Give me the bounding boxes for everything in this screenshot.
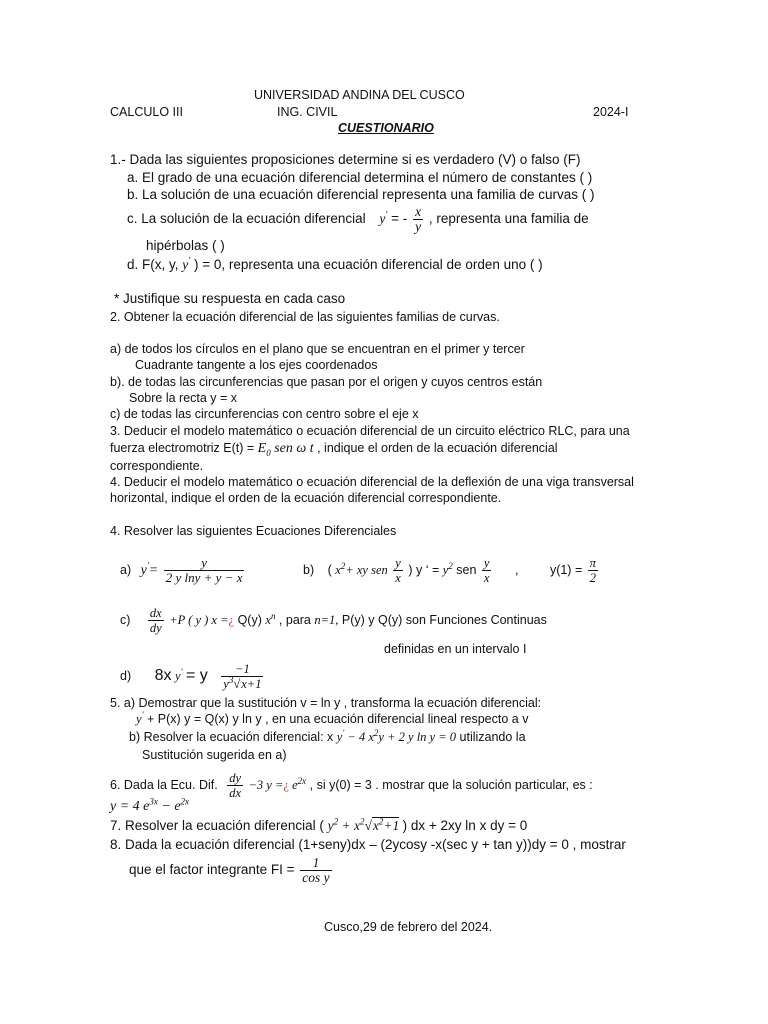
q7-post: ) dx + 2xy ln x dy = 0	[402, 818, 528, 833]
q1-item-c-text: c. La solución de la ecuación diferencial	[127, 211, 366, 227]
q4b-b-cond: y(1) =	[549, 562, 583, 577]
q4b-item-a	[120, 556, 246, 585]
q4b-item-c	[120, 606, 547, 635]
q1-justify: * Justifique su respuesta en cada caso	[114, 291, 346, 306]
q4b-b-label: b)	[303, 562, 315, 577]
q4b-c-fraction: $\frac{dx}{dy}$	[149, 606, 162, 635]
q4b-c-n-cond: n=1,	[314, 612, 339, 627]
q1-item-c-cont: hipérbolas ( )	[146, 238, 225, 253]
q8-fraction: $\frac{1}{\text{cos y}}$	[302, 855, 330, 885]
q4b-b-sen: sen	[456, 562, 477, 577]
q1-d-derivative: y′	[182, 255, 191, 272]
q4b-c-tail: P(y) y Q(y) son Funciones Continuas	[341, 612, 547, 627]
q3-line1: 3. Deducir el modelo matemático o ecuación diferencial de un circuito eléctrico RLC, para una	[110, 424, 630, 438]
q4b-item-d	[120, 662, 265, 691]
q4b-c-para: , para	[278, 612, 311, 627]
q2-item-a1: a) de todos los círculos en el plano que se encuentran en el primer y tercer	[110, 342, 525, 356]
university-name: UNIVERSIDAD ANDINA DEL CUSCO	[254, 88, 465, 102]
q4b-c-cont: definidas en un intervalo I	[384, 642, 527, 656]
q4b-b-paren: (	[327, 562, 332, 577]
document-title: CUESTIONARIO	[338, 121, 434, 135]
q4b-c-xn: $x^n$	[265, 610, 276, 627]
q6-post: , si y(0) = 3 . mostrar que la solución particular, es :	[309, 777, 593, 792]
q4a-line2: horizontal, indique el orden de la ecuación diferencial correspondiente.	[110, 491, 502, 505]
q2-item-c: c) de todas las circunferencias con centro sobre el eje x	[110, 407, 419, 421]
q7-pre: 7. Resolver la ecuación diferencial (	[110, 818, 324, 833]
q4b-d-eq: = y	[186, 666, 208, 684]
q4b-item-b	[303, 556, 600, 585]
q4b-a-equation: y′=	[140, 560, 159, 578]
q6-equation: −3 y =¿ $e^{2x}$	[248, 775, 307, 792]
q5-b-pre: b) Resolver la ecuación diferencial: x	[129, 730, 334, 744]
q4b-c-label: c)	[120, 612, 131, 627]
q4b-d-label: d)	[120, 668, 132, 683]
q7-equation: $y^2 + x^2√x^2+1$	[327, 816, 400, 833]
q3-line2-post: , indique el orden de la ecuación diferencial	[317, 441, 558, 455]
q1-c-fraction: $\frac{x}{y}$	[415, 204, 422, 234]
q6-pre: 6. Dada la Ecu. Dif.	[110, 777, 218, 792]
q6-fraction: $\frac{dy}{dx}$	[229, 771, 241, 800]
term: 2024-I	[593, 105, 629, 119]
q1-item-c	[127, 205, 589, 234]
q4b-b-ysq: $y^2$	[442, 560, 453, 577]
q4b-d-text: 8x	[154, 666, 172, 684]
place-date: Cusco,29 de febrero del 2024.	[324, 920, 493, 934]
q4b-c-equation: +P ( y ) x =¿	[169, 612, 235, 627]
q4b-d-yprime: y′	[175, 666, 183, 683]
q8-line2-text: que el factor integrante FI =	[129, 862, 295, 878]
q4b-a-label: a)	[120, 562, 132, 577]
q5-b-post: utilizando la	[459, 730, 526, 744]
q1-item-d	[127, 257, 543, 273]
q4b-b-pi-frac: $\frac{\pi}{2}$	[589, 556, 596, 585]
q4b-b-frac2: $\frac{y}{x}$	[483, 556, 490, 585]
q4a-line1: 4. Deducir el modelo matemático o ecuación diferencial de la deflexión de una viga transversal	[110, 475, 634, 489]
q4b-title: 4. Resolver las siguientes Ecuaciones Diferenciales	[110, 524, 397, 538]
q5-item-a: 5. a) Demostrar que la sustitución v = ln y , transforma la ecuación diferencial:	[110, 696, 542, 710]
q2-item-b2: Sobre la recta y = x	[129, 391, 238, 405]
q4b-b-comma: ,	[514, 562, 519, 577]
q4b-a-fraction: $\frac{y}{\text{2 y lny + y − x}}$	[165, 555, 243, 585]
q3-emf-formula: $E_0$ sen ω t	[257, 441, 314, 458]
q2-title: 2. Obtener la ecuación diferencial de las siguientes familias de curvas.	[110, 310, 500, 324]
q1-item-b: b. La solución de una ecuación diferencial representa una familia de curvas ( )	[127, 187, 595, 202]
q4b-b-frac1: $\frac{y}{x}$	[395, 556, 401, 585]
q7-line	[110, 818, 527, 834]
q5-item-b2: Sustitución sugerida en a)	[142, 748, 287, 762]
q4b-b-lhs: $x^2+$ xy sen	[335, 560, 388, 577]
q6-solution: y = 4 $e^{3x} - e^{2x}$	[110, 796, 190, 814]
q1-item-a: a. El grado de una ecuación diferencial determina el número de constantes ( )	[127, 170, 593, 185]
course-name: CALCULO III	[110, 105, 183, 119]
career-name: ING. CIVIL	[277, 105, 338, 119]
q3-line3: correspondiente.	[110, 459, 204, 473]
q8-line2	[129, 856, 334, 885]
q5-item-a2	[136, 711, 528, 727]
q1-c-equals: = -	[391, 211, 408, 227]
q8-line1: 8. Dada la ecuación diferencial (1+seny)dx – (2ycosy -x(sec y + tan y))dy = 0 , mostrar	[110, 837, 626, 852]
q5-a2-post: + P(x) y = Q(x) y ln y , en una ecuación diferencial lineal respecto a v	[147, 712, 529, 726]
q4b-b-mid: y ‘ =	[415, 562, 440, 577]
q5-a2-yprime: y′	[136, 709, 144, 726]
q4b-b-paren-close: )	[408, 562, 413, 577]
q1-item-c-post: , representa una familia de	[428, 211, 589, 227]
q3-line2-pre: fuerza electromotriz E(t) =	[110, 441, 255, 455]
q1-item-d-pre: d. F(x, y,	[127, 257, 179, 272]
q2-item-b1: b). de todas las circunferencias que pasan por el origen y cuyos centros están	[110, 375, 543, 389]
q1-title: 1.- Dada las siguientes proposiciones determine si es verdadero (V) o falso (F)	[110, 152, 581, 167]
q1-c-equation: y′	[379, 209, 388, 227]
q1-item-d-post: ) = 0, representa una ecuación diferencial de orden uno ( )	[194, 257, 543, 272]
q3-line2	[110, 440, 558, 457]
q4b-d-fraction: $\frac{-1}{y^3√x+1}$	[223, 662, 262, 691]
q2-item-a2: Cuadrante tangente a los ejes coordenados	[135, 358, 378, 372]
q5-item-b	[129, 729, 526, 745]
q4b-c-text: Q(y)	[237, 612, 262, 627]
q5-b-equation: y′ − 4 $x^2y + 2$ y ln y = 0	[336, 727, 457, 744]
